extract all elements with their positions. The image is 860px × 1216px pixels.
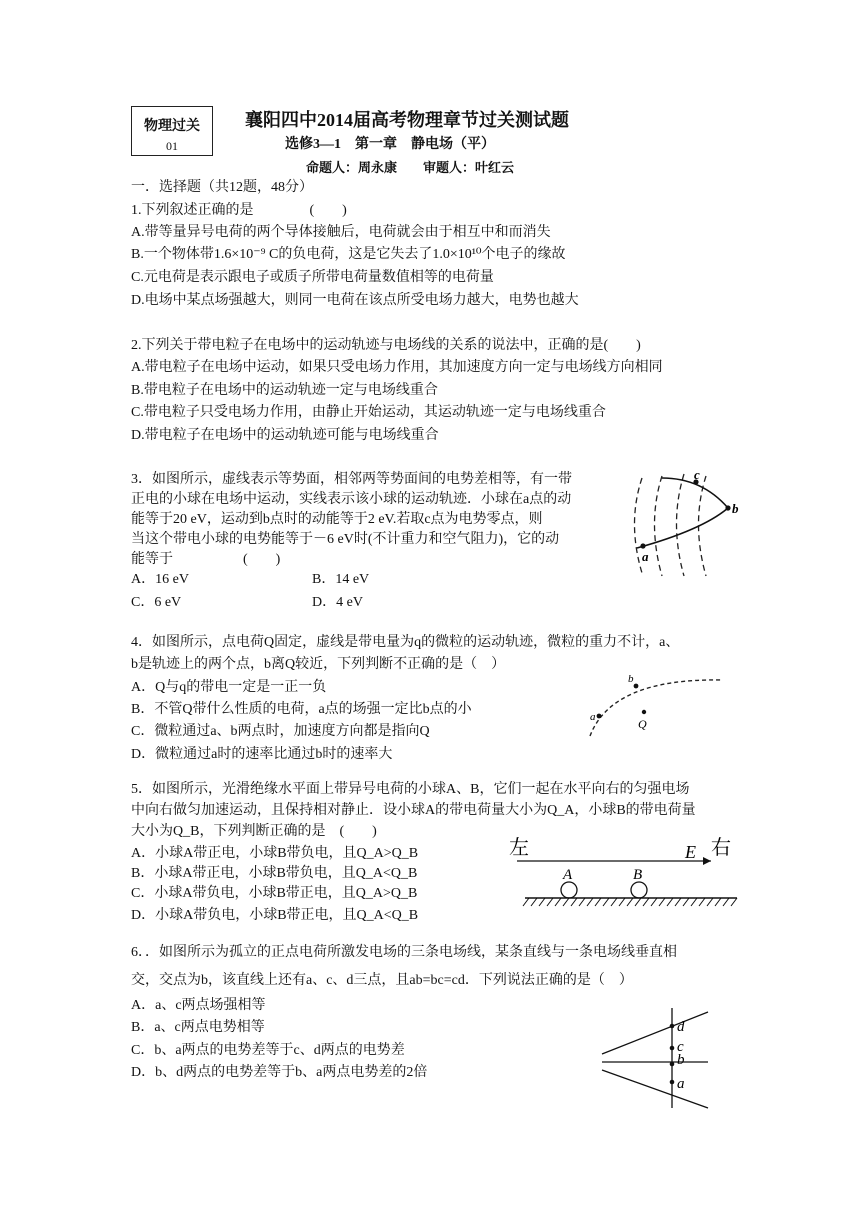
point-b	[670, 1062, 675, 1067]
q2-option-d: D.带电粒子在电场中的运动轨迹可能与电场线重合	[131, 428, 439, 443]
label-c: c	[694, 468, 700, 482]
q4-option-b: B．不管Q带什么性质的电荷，a点的场强一定比b点的小	[131, 702, 472, 717]
label-b: b	[732, 501, 739, 516]
q6-option-b: B．a、c两点电势相等	[131, 1020, 265, 1035]
label-d: d	[677, 1019, 685, 1035]
q2-option-a: A.带电粒子在电场中运动，如果只受电场力作用，其加速度方向一定与电场线方向相同	[131, 360, 663, 375]
label-Q: Q	[638, 717, 647, 731]
q6-option-c: C．b、a两点的电势差等于c、d两点的电势差	[131, 1043, 405, 1058]
q4-option-d: D．微粒通过a时的速率比通过b时的速率大	[131, 747, 393, 762]
q3-option-d: D．4 eV	[312, 595, 363, 610]
q6-option-d: D．b、d两点的电势差等于b、a两点电势差的2倍	[131, 1065, 428, 1080]
equipotential-line	[677, 474, 685, 576]
field-arrow-head	[703, 857, 711, 865]
equipotential-line	[635, 478, 643, 573]
label-E: E	[685, 842, 696, 862]
q6-option-a: A．a、c两点场强相等	[131, 998, 266, 1013]
q4-stem-line1: 4．如图所示，点电荷Q固定，虚线是带电量为q的微粒的运动轨迹，微粒的重力不计，a、	[131, 635, 680, 650]
field-line-lower	[602, 1070, 708, 1108]
page-subtitle: 选修3—1 第一章 静电场（平）	[285, 137, 495, 152]
label-c: c	[677, 1039, 684, 1055]
q5-option-d: D．小球A带负电，小球B带正电，且Q_A<Q_B	[131, 908, 419, 923]
q4-stem-line2: b是轨迹上的两个点，b离Q较近，下列判断不正确的是（ ）	[131, 657, 506, 672]
q6-stem-line1: 6．．如图所示为孤立的正点电荷所激发电场的三条电场线，某条直线与一条电场线垂直相	[131, 945, 677, 960]
badge-number: 01	[166, 139, 178, 153]
authors: 命题人：周永康 审题人：叶红云	[306, 160, 515, 175]
q4-option-a: A．Q与q的带电一定是一正一负	[131, 680, 327, 695]
q6-stem-line2: 交，交点为b，该直线上还有a、c、d三点，且ab=bc=cd．下列说法正确的是（ ）	[131, 973, 633, 988]
label-A: A	[563, 867, 573, 883]
q5-stem-line2: 中向右做匀加速运动，且保持相对静止．设小球A的带电荷量大小为Q_A，小球B的带电荷量	[131, 803, 696, 818]
label-b: b	[628, 673, 634, 685]
charge-Q	[642, 710, 646, 714]
q3-stem-line4: 当这个带电小球的电势能等于－6 eV时(不计重力和空气阻力)，它的动	[131, 532, 560, 547]
q5-stem-line1: 5．如图所示，光滑绝缘水平面上带异号电荷的小球A、B，它们一起在水平向右的匀强电场	[131, 782, 690, 797]
q2-stem: 2.下列关于带电粒子在电场中的运动轨迹与电场线的关系的说法中，正确的是( )	[131, 338, 641, 353]
q2-option-b: B.带电粒子在电场中的运动轨迹一定与电场线重合	[131, 383, 438, 398]
point-a	[670, 1080, 675, 1085]
ball-A	[561, 882, 577, 898]
q5-option-c: C．小球A带负电，小球B带正电，且Q_A>Q_B	[131, 886, 418, 901]
ground-hatching	[523, 898, 737, 906]
q5-stem-line3: 大小为Q_B，下列判断正确的是 ( )	[131, 824, 377, 839]
badge-label: 物理过关	[144, 119, 200, 134]
trajectory-dashed	[590, 680, 722, 736]
q1-option-d: D.电场中某点场强越大，则同一电荷在该点所受电场力越大，电势也越大	[131, 293, 579, 308]
point-d	[670, 1024, 675, 1029]
point-c	[670, 1046, 675, 1051]
label-a: a	[590, 711, 596, 723]
q6-figure	[598, 1004, 714, 1110]
equipotential-line	[655, 476, 663, 576]
point-b	[725, 505, 730, 510]
ball-B	[631, 882, 647, 898]
q3-option-a: A．16 eV	[131, 572, 189, 587]
q5-figure	[505, 830, 745, 914]
label-a: a	[642, 549, 649, 564]
q2-option-c: C.带电粒子只受电场力作用，由静止开始运动，其运动轨迹一定与电场线重合	[131, 405, 606, 420]
trajectory-line	[637, 478, 728, 548]
point-a	[597, 714, 602, 719]
label-right: 右	[711, 837, 731, 859]
point-b	[634, 684, 639, 689]
field-line-upper	[602, 1012, 708, 1054]
q3-stem-line1: 3．如图所示，虚线表示等势面，相邻两等势面间的电势差相等，有一带	[131, 472, 572, 487]
q1-option-a: A.带等量异号电荷的两个导体接触后，电荷就会由于相互中和而消失	[131, 225, 551, 240]
label-left: 左	[509, 837, 529, 859]
section-heading: 一．选择题（共12题，48分）	[131, 180, 313, 195]
point-a	[640, 543, 645, 548]
q5-option-b: B．小球A带正电，小球B带负电，且Q_A<Q_B	[131, 866, 418, 881]
q3-stem-line5: 能等于 ( )	[131, 552, 281, 567]
label-B: B	[633, 867, 643, 883]
q4-option-c: C．微粒通过a、b两点时，加速度方向都是指向Q	[131, 724, 430, 739]
q1-option-c: C.元电荷是表示跟电子或质子所带电荷量数值相等的电荷量	[131, 270, 494, 285]
page-title: 襄阳四中2014届高考物理章节过关测试题	[245, 110, 569, 130]
q3-figure	[622, 468, 750, 580]
q4-figure	[582, 668, 730, 740]
q5-option-a: A．小球A带正电，小球B带负电，且Q_A>Q_B	[131, 846, 419, 861]
q1-option-b: B.一个物体带1.6×10⁻⁹ C的负电荷，这是它失去了1.0×10¹⁰个电子的缘故	[131, 247, 566, 262]
q3-stem-line2: 正电的小球在电场中运动，实线表示该小球的运动轨迹．小球在a点的动	[131, 492, 572, 507]
q3-option-c: C．6 eV	[131, 595, 182, 610]
q3-option-b: B．14 eV	[312, 572, 370, 587]
q1-stem: 1.下列叙述正确的是 ( )	[131, 203, 347, 218]
chapter-badge	[131, 106, 213, 156]
label-b: b	[677, 1052, 685, 1068]
q3-stem-line3: 能等于20 eV，运动到b点时的动能等于2 eV.若取c点为电势零点，则	[131, 512, 543, 527]
label-a: a	[677, 1076, 685, 1092]
